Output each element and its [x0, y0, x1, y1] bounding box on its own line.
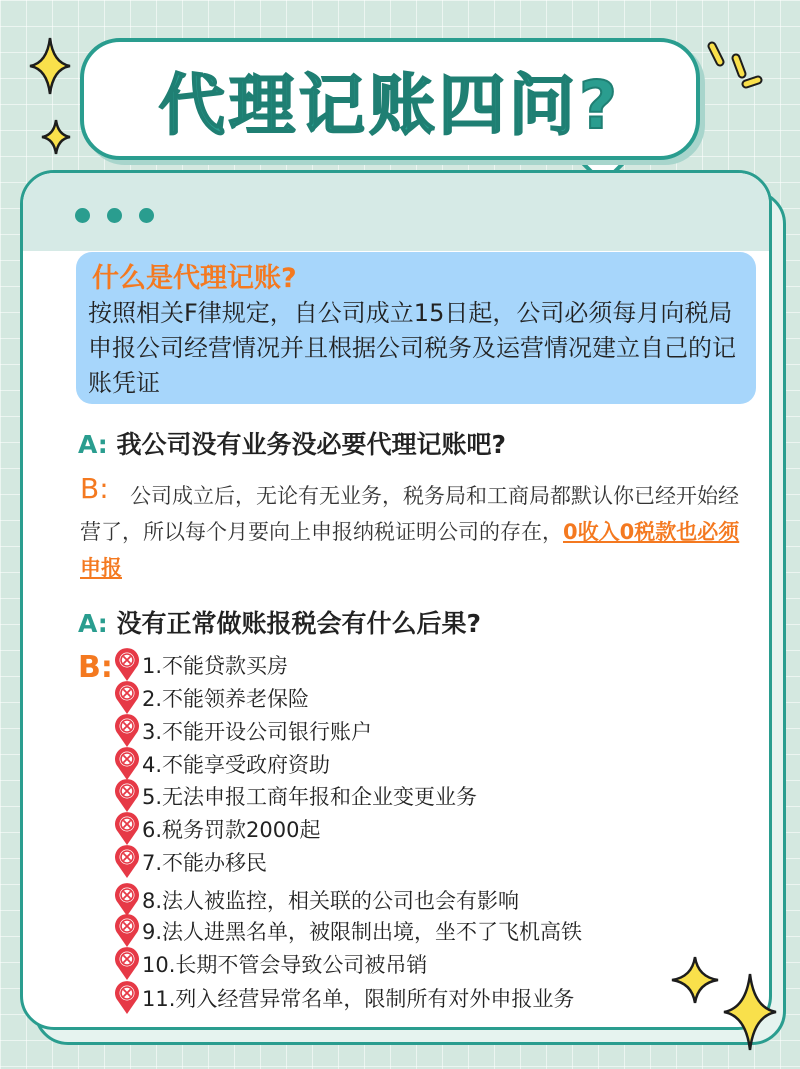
list-item-text: 2.不能领养老保险	[142, 687, 310, 711]
answer-highlight: 0收入0税款也必须申报	[80, 520, 740, 580]
list-item-text: 7.不能办移民	[142, 851, 268, 875]
cross-pin-icon	[114, 714, 140, 748]
list-item-text: 4.不能享受政府资助	[142, 753, 331, 777]
card-header	[23, 173, 769, 251]
list-item	[114, 916, 582, 946]
list-item	[114, 683, 309, 713]
window-dot	[139, 208, 154, 223]
list-item-text: 8.法人被监控，相关联的公司也会有影响	[142, 889, 520, 913]
list-item	[114, 847, 267, 877]
burst-lines-icon	[706, 40, 766, 90]
question-label: A:	[78, 609, 108, 638]
list-item-text: 6.税务罚款2000起	[142, 818, 321, 842]
list-item-text: 5.无法申报工商年报和企业变更业务	[142, 785, 478, 809]
sparkle-icon	[40, 118, 72, 156]
cross-pin-icon	[114, 947, 140, 981]
answer-label: B:	[80, 472, 109, 505]
cross-pin-icon	[114, 914, 140, 948]
question-text: 没有正常做账报税会有什么后果?	[116, 609, 482, 638]
cross-pin-icon	[114, 779, 140, 813]
sparkle-icon	[722, 972, 778, 1052]
list-item	[114, 949, 427, 979]
list-item-text: 9.法人进黑名单，被限制出境，坐不了飞机高铁	[142, 920, 583, 944]
list-item-text: 11.列入经营异常名单，限制所有对外申报业务	[142, 987, 575, 1011]
sparkle-icon	[670, 955, 720, 1005]
list-item	[114, 814, 320, 844]
window-dot	[107, 208, 122, 223]
cross-pin-icon	[114, 845, 140, 879]
cross-pin-icon	[114, 883, 140, 917]
answer-label: B:	[78, 650, 113, 685]
cross-pin-icon	[114, 747, 140, 781]
question-1	[78, 425, 506, 461]
cross-pin-icon	[114, 681, 140, 715]
list-item	[114, 885, 519, 915]
cross-pin-icon	[114, 812, 140, 846]
definition-answer: 按照相关F律规定，自公司成立15日起，公司必须每月向税局申报公司经营情况并且根据公司税务及运营情况建立自己的记账凭证	[88, 299, 736, 397]
list-item	[114, 650, 288, 680]
cross-pin-icon	[114, 648, 140, 682]
question-label: A:	[78, 430, 108, 459]
window-dot	[75, 208, 90, 223]
list-item	[114, 781, 477, 811]
list-item-text: 3.不能开设公司银行账户	[142, 720, 373, 744]
definition-question: 什么是代理记账?	[92, 263, 297, 294]
answer-text: 公司成立后，无论有无业务，税务局和工商局都默认你已经开始经营了，所以每个月要向上申报纳税证明公司的存在，	[80, 484, 739, 544]
list-item	[114, 983, 574, 1013]
list-item-text: 1.不能贷款买房	[142, 654, 289, 678]
list-item-text: 10.长期不管会导致公司被吊销	[142, 953, 428, 977]
question-2	[78, 604, 481, 640]
list-item	[114, 716, 372, 746]
cross-pin-icon	[114, 981, 140, 1015]
sparkle-icon	[28, 36, 72, 96]
answer-1	[80, 478, 740, 586]
page-title: 代理记账四问?	[158, 66, 622, 144]
question-text: 我公司没有业务没必要代理记账吧?	[116, 430, 507, 459]
list-item	[114, 749, 330, 779]
